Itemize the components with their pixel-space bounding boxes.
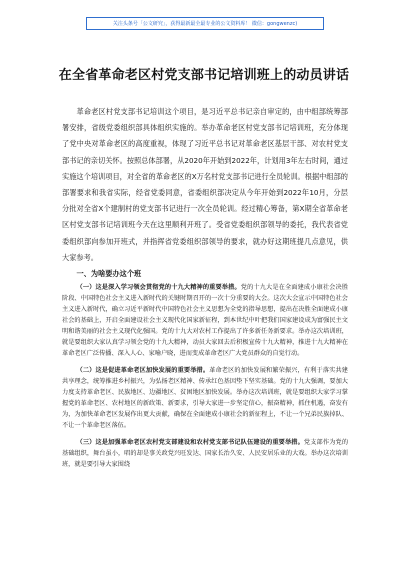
intro-paragraph: 革命老区村党支部书记培训这个项目，是习近平总书记亲自审定的，由中组部统筹部署安排，省级党委组织部具体组织实施的。举办革命老区村党支部书记培训班，充分体现了党中央对革命老区的高度重视，体现了习近平总书记对革命老区基层干部、对农村党支部书记的亲切关怀。按照总体部署，从2020年开始到2022年，计划用3年左右时间，通过实施这个培训项目，对全省的革命老区的X万名村党支部书记进行全员轮训。根据中组部的部署要求和我省实际，经省党委同意，省委组织部决定从今年开始到2022年10月，分层分批对全省X个建制村的党支部书记进行一次全员轮训。经过精心筹备，第X期全省革命老区村党支部书记培训班今天在这里顺利开班了。受省党委组织部领导的委托，我代表省党委组织部向参加开班式，并指挥省党委组织部领导的要求，就办好这期班提几点意见，供大家参考。 [62,107,348,262]
header-banner[interactable] [86,17,324,30]
banner-text: 关注头条号「公文研究」，获得最新最全最专业的公文资料库！ 微信：gongwenzc) [112,21,298,27]
section-2-lead: （二）这是促进革命老区加快发展的重要举措。 [76,367,210,375]
section-2-body: 革命老区的加快发展和繁荣振兴，有利于落实共建共享理念，统筹推进乡村振兴，为弘扬老区精神、传承红色基因垫下坚实基础。党的十九大强调，要加大力度支持革命老区、民族地区、边疆地区、贫困地区加快发展。举办这次培训班，就是要组织大家学习掌握党的革命老区、农村地区的新政策、新要求，引导大家进一步坚定信心，振奋精神，抓住机遇，奋发有为，为加快革命老区发展作出更大贡献，确保在全面建成小康社会的新征程上，不让一个兄弟民族掉队、不让一个革命老区落伍。 [62,367,348,430]
section-3-body: 党支部作为党的基础组织，舞台虽小，唱的却是事关政党兴旺发达、国家长治久安、人民安居乐业的大戏。举办这次培训班，就是要引导大家围绕 [62,439,349,469]
section-3-lead: （三）这是加强革命老区农村党支部建设和农村党支部书记队伍建设的重要举措。 [76,439,304,447]
heading-1: 一、为啥要办这个班 [76,269,142,279]
section-1-paragraph [62,282,348,359]
document-body [62,104,348,470]
section-1-lead: （一）这是深入学习领会贯彻党的十九大精神的重要举措。 [76,284,241,292]
document-title: 在全省革命老区村党支部书记培训班上的动员讲话 [58,68,350,83]
section-3-paragraph [62,437,348,470]
section-2-paragraph [62,365,348,431]
section-1-body: 党的十九大是在全面建成小康社会决胜阶段、中国特色社会主义进入新时代的关键时期召开的一次十分重要的大会。这次大会宣示中国特色社会主义进入新时代，确立习近平新时代中国特色社会主义思想为全党的指导思想，提出在决胜全面建成小康社会的基础上，开启全面建设社会主义现代化国家新征程，到本世纪中叶把我们国家建设成为富强民主文明和谐美丽的社会主义现代化强国。党的十九大对农村工作提出了许多新任务新要求。举办这次培训班，就是要组织大家认真学习领会党的十九大精神，动员大家回去后积极宣传十九大精神，推进十九大精神在革命老区广泛传播、深入人心、家喻户晓，进而变成革命老区广大党员群众的自觉行动。 [62,284,349,358]
